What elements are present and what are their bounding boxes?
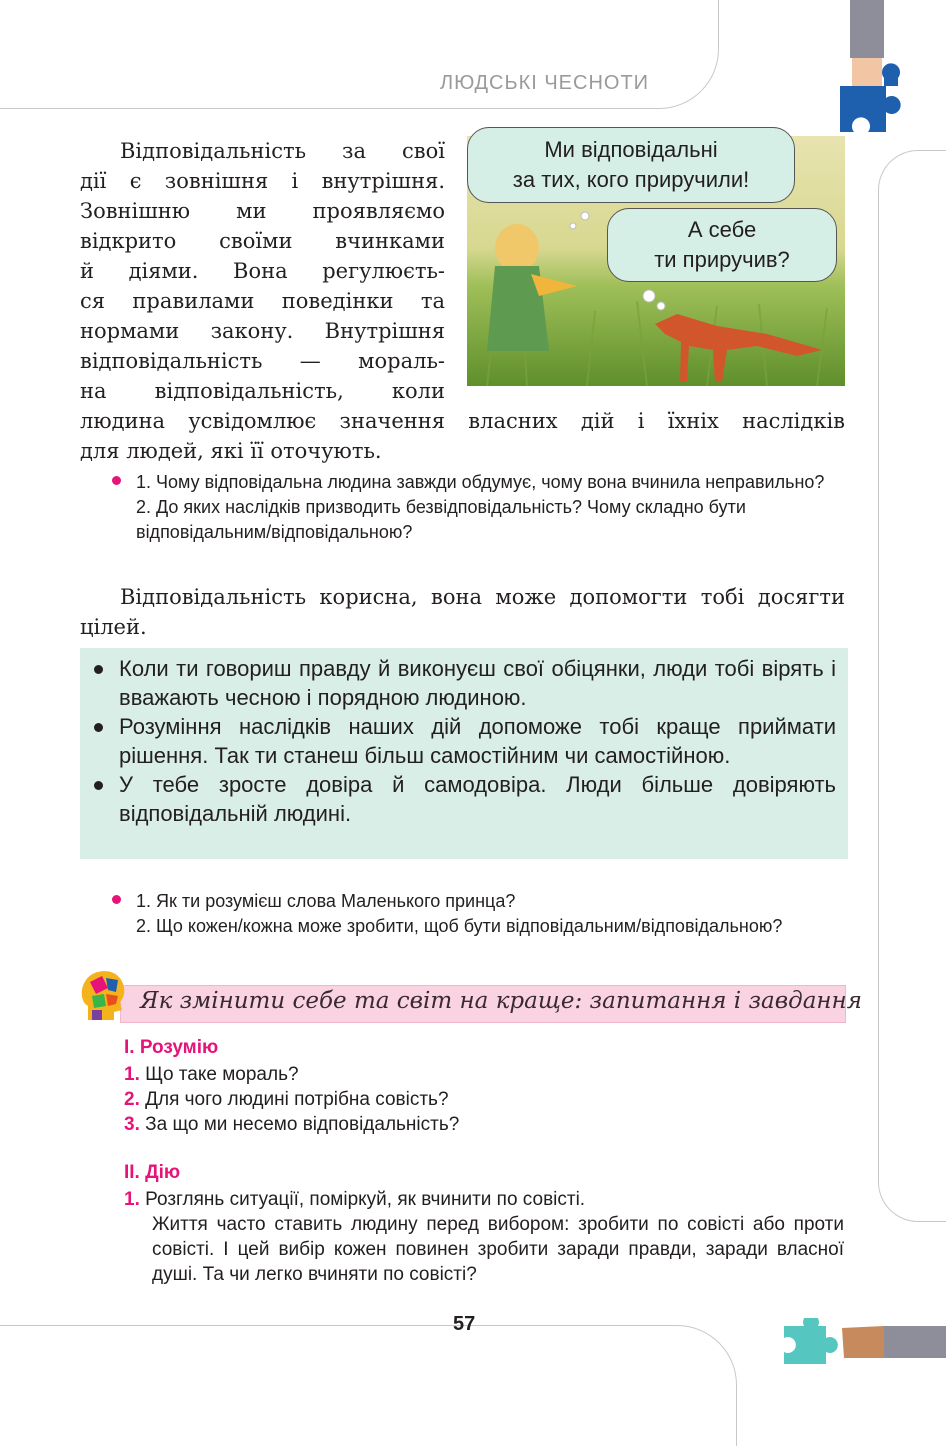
puzzle-hand-icon xyxy=(838,0,946,150)
benefit-text: У тебе зросте довіра й самодовіра. Люди більше довіряють відповідальній людині. xyxy=(119,772,836,826)
bullet-icon xyxy=(94,781,103,790)
part-2-heading: ІІ. Дію xyxy=(124,1162,181,1183)
benefits-list xyxy=(92,654,836,828)
benefit-text: Коли ти говориш правду й виконуєш свої обіцянки, люди тобі вірять і вважають чесною і порядною людиною. xyxy=(119,656,836,710)
p1-line: й діями. Вона регулюєть- xyxy=(80,259,445,283)
task-text: Розглянь ситуації, поміркуй, як вчинити по совісті. xyxy=(145,1189,586,1210)
task-number: 1. xyxy=(124,1064,140,1085)
questions-block-2 xyxy=(136,889,844,939)
part-1-heading: І. Розумію xyxy=(124,1037,219,1058)
question-item: 2. Що кожен/кожна може зробити, щоб бути відповідальним/відповідальною? xyxy=(136,916,783,936)
page-number: 57 xyxy=(453,1313,476,1335)
p1-line: відповідальність — мораль- xyxy=(80,349,445,373)
task-item xyxy=(124,1187,844,1212)
speech-bubble-1 xyxy=(467,127,795,203)
question-item: 1. Як ти розумієш слова Маленького принца? xyxy=(136,891,516,911)
paragraph-1-narrow xyxy=(80,136,445,406)
part-2-list xyxy=(124,1187,844,1287)
p1-line: Відповідальність за свої xyxy=(120,139,445,163)
question-bullet-icon xyxy=(112,476,121,485)
question-item: 2. До яких наслідків призводить безвідповідальність? Чому складно бути відповідальним/відповідальною? xyxy=(136,497,746,542)
p1-line: нормами закону. Внутрішня xyxy=(80,319,445,343)
bullet-icon xyxy=(94,723,103,732)
p1-line: відкрито своїми вчинками xyxy=(80,229,445,253)
p1-line: на відповідальність, коли xyxy=(80,379,445,403)
p1-line: для людей, які її оточують. xyxy=(80,439,382,463)
question-item: 1. Чому відповідальна людина завжди обдумує, чому вона вчинила неправильно? xyxy=(136,472,825,492)
task-item xyxy=(124,1062,844,1087)
benefit-item xyxy=(92,654,836,712)
bullet-icon xyxy=(94,665,103,674)
questions-block-1 xyxy=(136,470,844,545)
benefit-item xyxy=(92,770,836,828)
benefit-item xyxy=(92,712,836,770)
colorful-head-icon xyxy=(78,968,128,1024)
p1-line: людина усвідомлює значення власних дій і їхніх наслідків xyxy=(80,409,845,433)
question-bullet-icon xyxy=(112,895,121,904)
puzzle-hand-bottom-icon xyxy=(782,1318,946,1370)
task-text: Що таке мораль? xyxy=(145,1064,299,1085)
task-number: 3. xyxy=(124,1114,140,1135)
task-text: Для чого людині потрібна совість? xyxy=(145,1089,449,1110)
bubble-1-line-1: Ми відповідальні xyxy=(544,137,718,162)
p1-line: дії є зовнішня і внутрішня. xyxy=(80,169,445,193)
speech-bubble-2 xyxy=(607,208,837,282)
bubble-2-line-2: ти приручив? xyxy=(654,247,790,272)
task-item xyxy=(124,1087,844,1112)
section-title: Як змінити себе та світ на краще: запитання і завдання xyxy=(140,988,862,1014)
part-2-paragraph: Життя часто ставить людину перед вибором: зробити по совісті або проти совісті. І цей вибір кожен повинен зробити заради правди, заради власної душі. Та чи легко вчиняти по совісті? xyxy=(152,1214,844,1285)
paragraph-1-wide xyxy=(80,406,845,466)
task-item xyxy=(124,1112,844,1137)
p1-line: ся правилами поведінки та xyxy=(80,289,445,313)
p1-line: Зовнішню ми проявляємо xyxy=(80,199,445,223)
task-number: 2. xyxy=(124,1089,140,1110)
page-frame-bottom xyxy=(0,1325,737,1446)
part-1-list xyxy=(124,1062,844,1137)
chapter-title: ЛЮДСЬКІ ЧЕСНОТИ xyxy=(440,72,650,94)
task-text: За що ми несемо відповідальність? xyxy=(145,1114,460,1135)
paragraph-2: Відповідальність корисна, вона може допомогти тобі досягти цілей. xyxy=(80,585,845,639)
task-number: 1. xyxy=(124,1189,140,1210)
page-frame-right xyxy=(878,150,946,1222)
benefit-text: Розуміння наслідків наших дій допоможе тобі краще приймати рішення. Так ти станеш більш самостійним чи самостійною. xyxy=(119,714,836,768)
bubble-1-line-2: за тих, кого приручили! xyxy=(512,167,750,192)
bubble-2-line-1: А себе xyxy=(687,217,757,242)
